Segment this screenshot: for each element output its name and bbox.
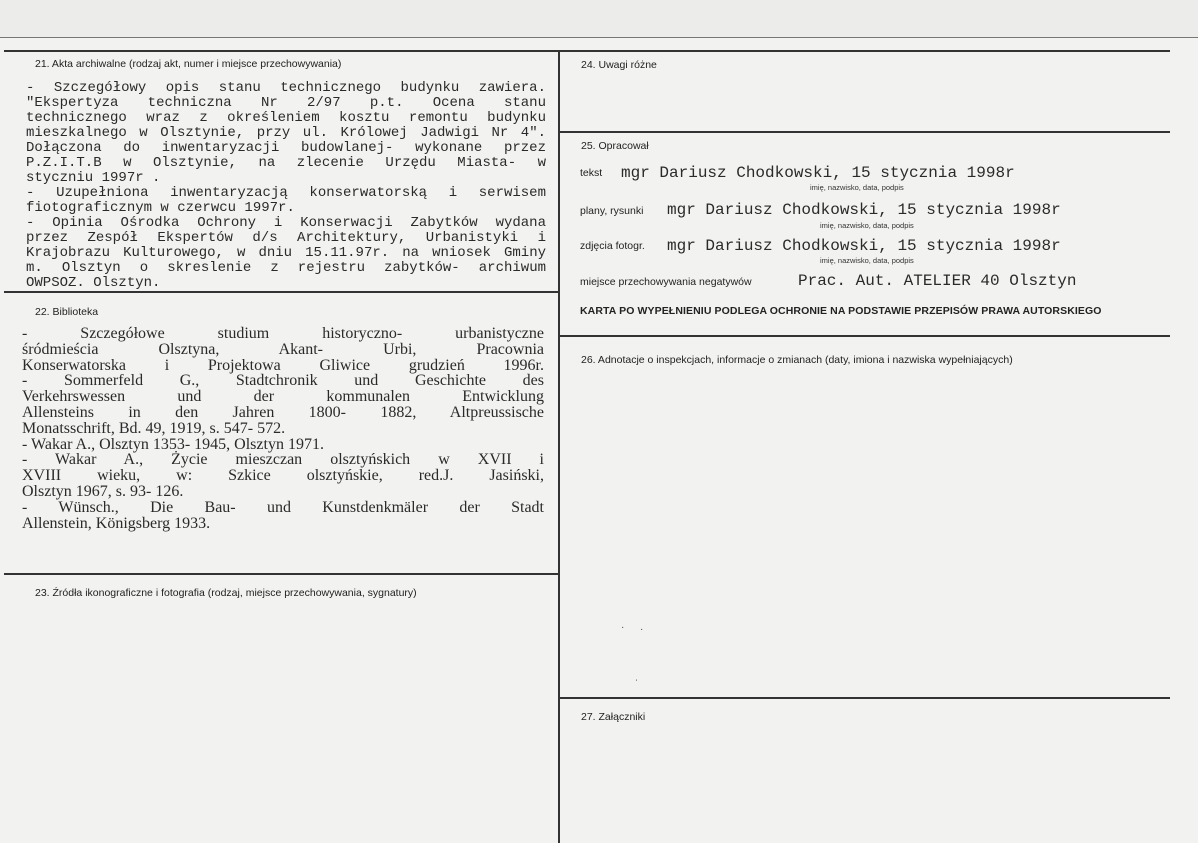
top-edge-line bbox=[0, 37, 1198, 38]
plany-label: plany, rysunki bbox=[580, 205, 644, 217]
s21-line-13: m. Olsztyn o skreslenie z rejestru zabytków- archiwum bbox=[26, 260, 546, 276]
scan-speck: ˌ bbox=[635, 671, 639, 682]
s21-line-12: Krajobrazu Kulturowego, w dniu 15.11.97r. na wniosek Gminy bbox=[26, 245, 546, 261]
s21-line-8: - Uzupełniona inwentaryzacją konserwatorską i serwisem bbox=[26, 185, 546, 201]
s21-line-11: przez Zespół Ekspertów d/s Architektury, Urbanistyki i bbox=[26, 230, 546, 246]
plany-value: mgr Dariusz Chodkowski, 15 stycznia 1998r bbox=[667, 201, 1061, 219]
tekst-label: tekst bbox=[580, 167, 603, 179]
zdjecia-caption: imię, nazwisko, data, podpis bbox=[820, 256, 914, 265]
s22-line-12: - Wünsch., Die Bau- und Kunstdenkmäler der Stadt bbox=[22, 498, 544, 516]
s22-line-7: Monatsschrift, Bd. 49, 1919, s. 547- 572. bbox=[22, 419, 286, 437]
s21-line-6: P.Z.I.T.B w Olsztynie, na zlecenie Urzędu Miasta- w bbox=[26, 155, 546, 171]
s22-line-9: - Wakar A., Życie mieszczan olsztyńskich w XVII i bbox=[22, 451, 544, 469]
column-divider bbox=[558, 50, 560, 843]
s22-line-1: - Szczegółowe studium historyczno- urbanistyczne bbox=[22, 325, 544, 342]
divider-24-25 bbox=[559, 131, 1170, 133]
s21-line-10: - Opinia Ośrodka Ochrony i Konserwacji Zabytków wydana bbox=[26, 215, 546, 231]
divider-25-26 bbox=[559, 335, 1170, 337]
section-21-title: 21. Akta archiwalne (rodzaj akt, numer i miejsce przechowywania) bbox=[35, 58, 342, 70]
section-21-text bbox=[26, 81, 546, 291]
copyright-notice: KARTA PO WYPEŁNIENIU PODLEGA OCHRONIE NA PODSTAWIE PRZEPISÓW PRAWA AUTORSKIEGO bbox=[580, 305, 1102, 317]
zdjecia-value: mgr Dariusz Chodkowski, 15 stycznia 1998r bbox=[667, 237, 1061, 255]
divider-22-23 bbox=[4, 573, 559, 575]
divider-26-27 bbox=[559, 697, 1170, 699]
zdjecia-label: zdjęcia fotogr. bbox=[580, 240, 645, 252]
s21-line-5: Dołączona do inwentaryzacji budowlanej- wykonane przez bbox=[26, 140, 546, 156]
s21-line-1: - Szczegółowy opis stanu technicznego budynku zawiera. bbox=[26, 80, 546, 96]
s22-line-3: Konserwatorska i Projektowa Gliwice grudzień 1996r. bbox=[22, 356, 544, 374]
s22-line-2: śródmieścia Olsztyna, Akant- Urbi, Pracownia bbox=[22, 340, 544, 358]
top-border bbox=[4, 50, 1170, 52]
tekst-caption: imię, nazwisko, data, podpis bbox=[810, 183, 904, 192]
s22-line-8: - Wakar A., Olsztyn 1353- 1945, Olsztyn 1971. bbox=[22, 435, 324, 453]
s22-line-4: - Sommerfeld G., Stadtchronik und Geschichte des bbox=[22, 372, 544, 390]
negatywy-label: miejsce przechowywania negatywów bbox=[580, 276, 752, 288]
tekst-value: mgr Dariusz Chodkowski, 15 stycznia 1998r bbox=[621, 164, 1015, 182]
s22-line-5: Verkehrswessen und der kommunalen Entwicklung bbox=[22, 388, 544, 406]
s21-line-3: technicznego wraz z określeniem kosztu remontu budynku bbox=[26, 110, 546, 126]
s21-line-14: OWPSOZ. Olsztyn. bbox=[26, 275, 161, 291]
s22-line-13: Allenstein, Königsberg 1933. bbox=[22, 514, 211, 532]
s22-line-6: Allensteins in den Jahren 1800- 1882, Altpreussische bbox=[22, 403, 544, 421]
s21-line-2: "Ekspertyza techniczna Nr 2/97 p.t. Ocena stanu bbox=[26, 95, 546, 111]
s21-line-7: styczniu 1997r . bbox=[26, 170, 161, 186]
s22-line-10: XVIII wieku, w: Szkice olsztyńskie, red.J. Jasiński, bbox=[22, 467, 544, 485]
divider-21-22 bbox=[4, 291, 559, 293]
section-25-title: 25. Opracował bbox=[581, 140, 649, 152]
s22-line-11: Olsztyn 1967, s. 93- 126. bbox=[22, 482, 184, 500]
section-22-title: 22. Biblioteka bbox=[35, 306, 99, 318]
section-22-text bbox=[22, 326, 544, 531]
section-24-title: 24. Uwagi różne bbox=[581, 59, 657, 71]
scan-speck: · bbox=[621, 622, 625, 633]
section-23-title: 23. Źródła ikonograficzne i fotografia (rodzaj, miejsce przechowywania, sygnatury) bbox=[35, 587, 417, 599]
s21-line-9: fiotograficznym w czerwcu 1997r. bbox=[26, 200, 295, 216]
scan-speck: · bbox=[640, 624, 644, 635]
negatywy-value: Prac. Aut. ATELIER 40 Olsztyn bbox=[798, 272, 1077, 290]
plany-caption: imię, nazwisko, data, podpis bbox=[820, 221, 914, 230]
top-strip bbox=[0, 0, 1198, 38]
s21-line-4: mieszkalnego w Olsztynie, przy ul. Królowej Jadwigi Nr 4". bbox=[26, 125, 546, 141]
section-27-title: 27. Załączniki bbox=[581, 711, 646, 723]
section-26-title: 26. Adnotacje o inspekcjach, informacje o zmianach (daty, imiona i nazwiska wypełniających) bbox=[581, 354, 1013, 366]
